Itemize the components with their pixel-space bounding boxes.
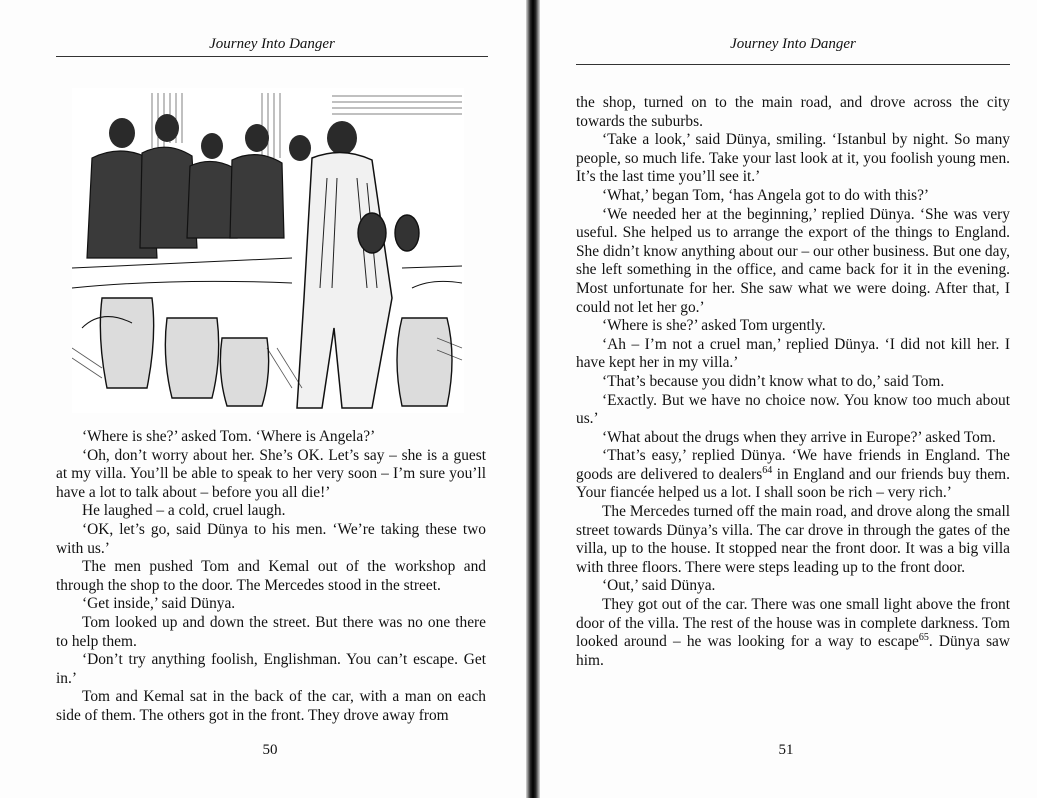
paragraph: Tom looked up and down the street. But there was no one there to help them. [56, 613, 486, 650]
running-head: Journey Into Danger [209, 36, 335, 52]
header-rule [56, 56, 488, 57]
paragraph: ‘Out,’ said Dünya. [602, 577, 716, 595]
paragraph: ‘Ah – I’m not a cruel man,’ replied Dünya. ‘I did not kill her. I have kept her in my villa.’ [576, 335, 1010, 372]
footnote-ref: 64 [762, 464, 773, 476]
sketch-illustration [72, 88, 464, 413]
paragraph-text: They got out of the car. There was one small light above the front door of the villa. The rest of the house was in complete darkness. Tom looked around – he was looking for a way to escape [576, 596, 1010, 651]
paragraph: ‘Take a look,’ said Dünya, smiling. ‘Istanbul by night. So many people, so much life. Take your last look at it, you foolish young men. It’s the last time you’ll see it.’ [576, 131, 1010, 186]
paragraph: ‘Where is she?’ asked Tom urgently. [602, 317, 826, 335]
paragraph: ‘OK, let’s go, said Dünya to his men. ‘We’re taking these two with us.’ [56, 520, 486, 557]
paragraph: ‘We needed her at the beginning,’ replied Dünya. ‘She was very useful. She helped us to arrange the export of the things to England. She didn’t know anything about our – our other business. But one day, she left something in the office, and came back for it in the evening. Most unfortunate for her. She saw what we were doing. After that, I could not let her go.’ [576, 205, 1010, 316]
paragraph [576, 596, 1010, 670]
paragraph-text: ‘That’s easy,’ replied Dünya. ‘We have friends in England. The goods are delivered to dealers [576, 447, 1010, 483]
paragraph-text: . Dünya saw him. [576, 633, 1011, 669]
paragraph: ‘Get inside,’ said Dünya. [82, 595, 236, 613]
right-body-text [576, 94, 1010, 670]
paragraph: He laughed – a cold, cruel laugh. [82, 502, 286, 520]
page-number: 50 [262, 742, 278, 758]
paragraph: ‘That’s because you didn’t know what to do,’ said Tom. [602, 372, 945, 390]
paragraph-text: in England and our friends buy them. Your fiancée helped us a lot. I shall soon be rich – very rich.’ [576, 465, 1010, 502]
book-gutter [526, 0, 540, 798]
paragraph [576, 447, 1010, 503]
paragraph: ‘Exactly. But we have no choice now. You know too much about us.’ [576, 391, 1010, 428]
page-number: 51 [778, 742, 794, 758]
paragraph: Tom and Kemal sat in the back of the car, with a man on each side of them. The others got in the front. They drove away from [56, 688, 486, 724]
paragraph: The Mercedes turned off the main road, and drove along the small street towards Dünya’s villa. The car drove in through the gates of the villa, up to the house. It stopped near the front door. It was a big villa with three floors. There were steps leading up to the front door. [576, 503, 1010, 576]
right-page [540, 0, 1037, 798]
paragraph: The men pushed Tom and Kemal out of the workshop and through the shop to the door. The Mercedes stood in the street. [56, 558, 486, 594]
paragraph-continuation: the shop, turned on to the main road, and drove across the city towards the suburbs. [576, 94, 1010, 130]
header-rule [576, 64, 1010, 65]
paragraph: ‘What,’ began Tom, ‘has Angela got to do with this?’ [602, 186, 930, 204]
paragraph: ‘What about the drugs when they arrive in Europe?’ asked Tom. [602, 428, 996, 446]
running-head: Journey Into Danger [730, 36, 856, 52]
paragraph: ‘Where is she?’ asked Tom. ‘Where is Angela?’ [82, 428, 376, 445]
left-body-text [56, 428, 486, 726]
footnote-ref: 65 [918, 632, 929, 644]
paragraph: ‘Don’t try anything foolish, Englishman. You can’t escape. Get in.’ [56, 651, 486, 687]
paragraph: ‘Oh, don’t worry about her. She’s OK. Let’s say – she is a guest at my villa. You’ll be able to speak to her very soon – I’m sure you’ll have a lot to talk about – before you all die!’ [56, 446, 486, 501]
